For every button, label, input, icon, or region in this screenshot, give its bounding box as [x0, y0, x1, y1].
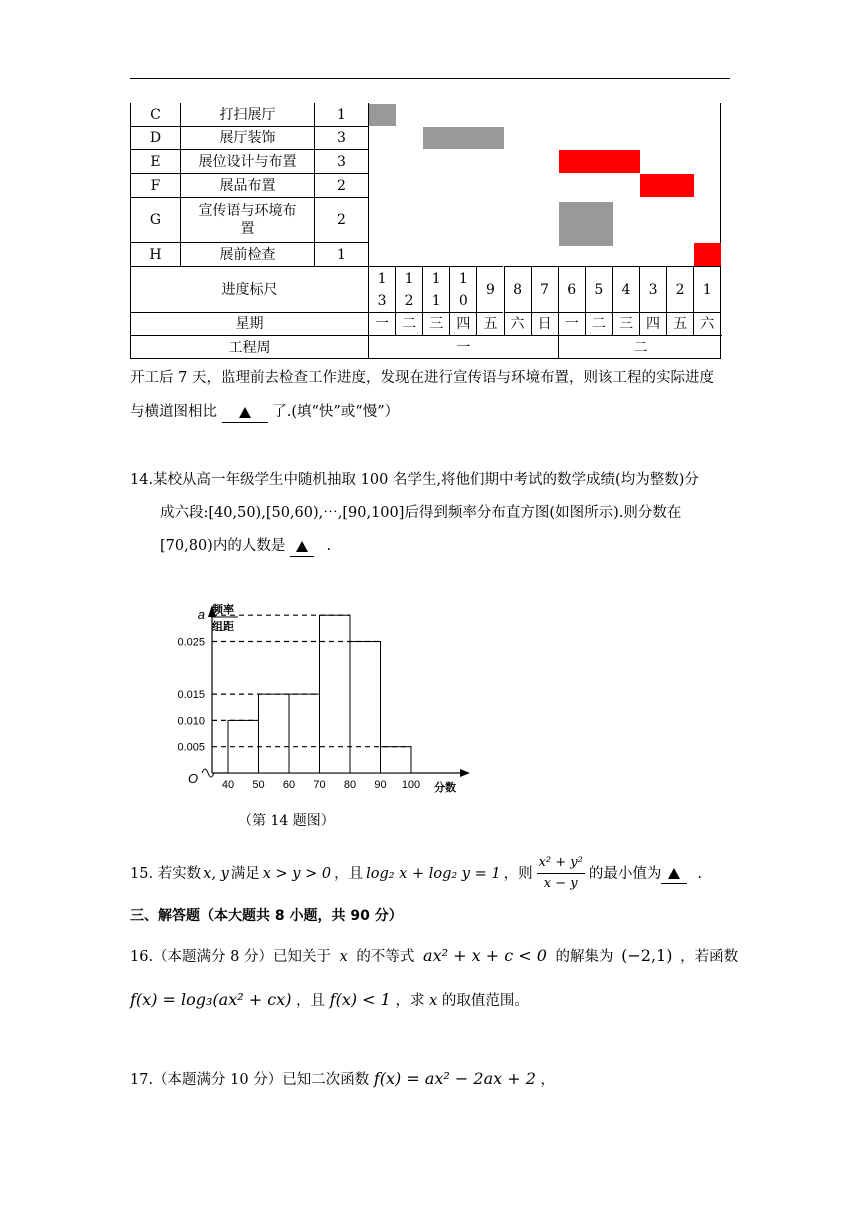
xlabel: 分数 — [434, 782, 456, 794]
ruler-digit: 2 — [675, 281, 685, 298]
weekday-label: 星期 — [130, 312, 368, 335]
triangle-icon — [239, 407, 251, 418]
y-tick-label: 0.015 — [177, 689, 205, 702]
q17-a: 17.（本题满分 10 分）已知二次函数 — [130, 1072, 370, 1088]
x-tick-label: 80 — [343, 779, 357, 791]
y-tick-label: 0.010 — [177, 715, 205, 728]
header-rule — [130, 78, 730, 79]
ruler-digit: 1 — [431, 292, 441, 309]
task-days: 3 — [314, 126, 368, 149]
task-name: 展位设计与布置 — [180, 149, 314, 173]
ruler-tick — [395, 266, 422, 312]
x-tick-label: 60 — [282, 779, 296, 791]
weekday-cell: 四 — [639, 312, 666, 335]
q15-t4: 的最小值为 — [588, 865, 662, 882]
ruler-digit: 3 — [648, 281, 658, 298]
triangle-icon — [668, 868, 680, 879]
figure-caption: （第 14 题图） — [238, 813, 335, 829]
origin-label: O — [188, 771, 199, 786]
ruler-digit: 0 — [458, 292, 468, 309]
ruler-tick — [666, 266, 693, 312]
gantt-bar — [369, 104, 396, 126]
ruler-label: 进度标尺 — [130, 266, 368, 312]
task-name: 宣传语与环境布置 — [180, 197, 314, 242]
ylabel-bottom: 组距 — [212, 621, 234, 633]
triangle-icon — [296, 541, 308, 552]
weekday-cell: 六 — [693, 312, 720, 335]
weekday-cell: 二 — [585, 312, 612, 335]
x-tick-label: 70 — [313, 779, 326, 791]
ruler-tick — [449, 266, 476, 312]
ruler-digit: 1 — [458, 270, 468, 287]
q13-answer-blank[interactable] — [222, 402, 268, 423]
ruler-digit: 2 — [404, 292, 414, 309]
q16-h: 的取值范围。 — [441, 993, 529, 1009]
task-name: 打扫展厅 — [180, 103, 314, 126]
q15-answer-blank[interactable] — [661, 863, 687, 884]
q15-vars: x, y — [203, 865, 229, 882]
chart-border — [368, 103, 369, 266]
q14-answer-blank[interactable] — [290, 536, 314, 557]
q14-line3-end: . — [326, 538, 332, 554]
q13-line2-end: 了.(填“快”或“慢”） — [272, 404, 400, 420]
ruler-tick — [558, 266, 585, 312]
q13-line2 — [130, 402, 399, 423]
gantt-bar — [640, 174, 694, 197]
q14-line2: 成六段:[40,50),[50,60),⋯,[90,100]后得到频率分布直方图(如图所示).则分数在 — [160, 505, 682, 521]
y-tick-label: a — [197, 607, 205, 623]
x-tick-label: 40 — [221, 779, 235, 791]
q16-c: 的解集为 — [555, 949, 614, 965]
task-name: 展厅装饰 — [180, 126, 314, 149]
ruler-digit: 1 — [404, 270, 414, 287]
task-code: G — [130, 197, 180, 242]
ruler-digit: 1 — [702, 281, 712, 298]
task-name: 展品布置 — [180, 173, 314, 197]
ruler-tick — [504, 266, 531, 312]
ruler-tick — [585, 266, 612, 312]
q16-d: ，若函数 — [680, 949, 739, 965]
q17-b: ， — [540, 1072, 556, 1088]
q14-line3 — [160, 536, 331, 557]
task-code: C — [130, 103, 180, 126]
ruler-tick — [693, 266, 720, 312]
x-tick-label: 50 — [252, 779, 265, 791]
gantt-bar — [694, 243, 721, 266]
q15-line — [130, 853, 702, 894]
q13-line2-text: 与横道图相比 — [130, 404, 217, 420]
histogram-bar — [289, 694, 320, 773]
q15-prefix: 15. 若实数 — [130, 865, 202, 882]
y-tick-label: 0.025 — [177, 636, 205, 649]
week-label: 工程周 — [130, 335, 368, 359]
weekday-cell: 一 — [368, 312, 395, 335]
q15-t1: 满足 — [230, 865, 260, 882]
ruler-tick — [612, 266, 639, 312]
x-tick-label: 90 — [374, 779, 387, 791]
task-days: 1 — [314, 242, 368, 266]
q14-line3-text: [70,80)内的人数是 — [160, 538, 286, 554]
weekday-cell: 六 — [504, 312, 531, 335]
ruler-digit: 6 — [567, 281, 577, 298]
ylabel-top: 频率 — [212, 604, 234, 616]
task-name: 展前检查 — [180, 242, 314, 266]
task-days: 2 — [314, 173, 368, 197]
q15-fraction — [537, 853, 585, 894]
x-tick-label: 100 — [401, 779, 421, 791]
q15-denominator: x − y — [543, 876, 578, 891]
q16-cond: f(x) < 1 — [329, 990, 391, 1009]
ruler-digit: 3 — [377, 292, 387, 309]
q15-log: log₂ x + log₂ y = 1 — [366, 865, 501, 882]
x-axis-arrow — [460, 769, 470, 777]
q17-line — [130, 1069, 555, 1090]
q16-line2 — [130, 990, 529, 1011]
q16-x: x — [339, 949, 348, 965]
ruler-digit: 8 — [513, 281, 522, 298]
week-two: 二 — [558, 335, 723, 359]
gantt-bar — [559, 202, 613, 246]
task-code: E — [130, 149, 180, 173]
ruler-tick — [368, 266, 395, 312]
ruler-digit: 7 — [540, 281, 550, 298]
q15-t3: ，则 — [503, 865, 533, 882]
gantt-bar — [423, 127, 504, 149]
ruler-tick — [639, 266, 666, 312]
q15-t2: ，且 — [334, 865, 364, 882]
histogram-bar — [320, 615, 351, 773]
q15-end: . — [697, 865, 702, 882]
histogram-bar — [259, 694, 290, 773]
ruler-tick — [531, 266, 558, 312]
weekday-cell: 二 — [395, 312, 422, 335]
ruler-digit: 5 — [594, 281, 604, 298]
histogram-bar — [350, 642, 381, 774]
gantt-table — [130, 103, 721, 359]
q16-set: (−2,1) — [621, 946, 673, 965]
q16-e: ，且 — [296, 993, 326, 1009]
q16-a: 16.（本题满分 8 分）已知关于 — [130, 949, 332, 965]
q17-f: f(x) = ax² − 2ax + 2 — [373, 1069, 536, 1088]
task-days: 1 — [314, 103, 368, 126]
weekday-cell: 三 — [612, 312, 639, 335]
q16-b: 的不等式 — [356, 949, 415, 965]
ruler-digit: 1 — [377, 270, 387, 287]
frequency-histogram — [160, 595, 480, 805]
weekday-cell: 五 — [476, 312, 503, 335]
ruler-tick — [422, 266, 449, 312]
ruler-digit: 9 — [485, 281, 495, 298]
task-code: F — [130, 173, 180, 197]
weekday-cell: 四 — [449, 312, 476, 335]
q15-numerator: x² + y² — [537, 853, 585, 874]
weekday-cell: 一 — [558, 312, 585, 335]
q16-x2: x — [429, 993, 438, 1009]
week-one: 一 — [368, 335, 558, 359]
weekday-cell: 五 — [666, 312, 693, 335]
q16-f: f(x) = log₃(ax² + cx) — [130, 990, 292, 1009]
section-heading: 三、解答题（本大题共 8 小题，共 90 分） — [130, 908, 403, 924]
q16-g: ，求 — [395, 993, 425, 1009]
task-code: D — [130, 126, 180, 149]
q13-line1: 开工后 7 天，监理前去检查工作进度，发现在进行宣传语与环境布置，则该工程的实际进度 — [130, 370, 714, 386]
task-days: 2 — [314, 197, 368, 242]
weekday-cell: 三 — [422, 312, 449, 335]
gantt-bar — [559, 150, 640, 173]
y-tick-label: 0.005 — [177, 741, 205, 754]
q14-line1: 14.某校从高一年级学生中随机抽取 100 名学生,将他们期中考试的数学成绩(均为整数)分 — [130, 472, 699, 488]
ruler-tick — [476, 266, 503, 312]
task-days: 3 — [314, 149, 368, 173]
q16-ineq: ax² + x + c < 0 — [423, 946, 547, 965]
histogram-bar — [381, 747, 412, 773]
q15-cond: x > y > 0 — [262, 865, 332, 882]
q16-line1 — [130, 946, 738, 967]
task-code: H — [130, 242, 180, 266]
ruler-digit: 4 — [621, 281, 631, 298]
ruler-digit: 1 — [431, 270, 441, 287]
weekday-cell: 日 — [531, 312, 558, 335]
